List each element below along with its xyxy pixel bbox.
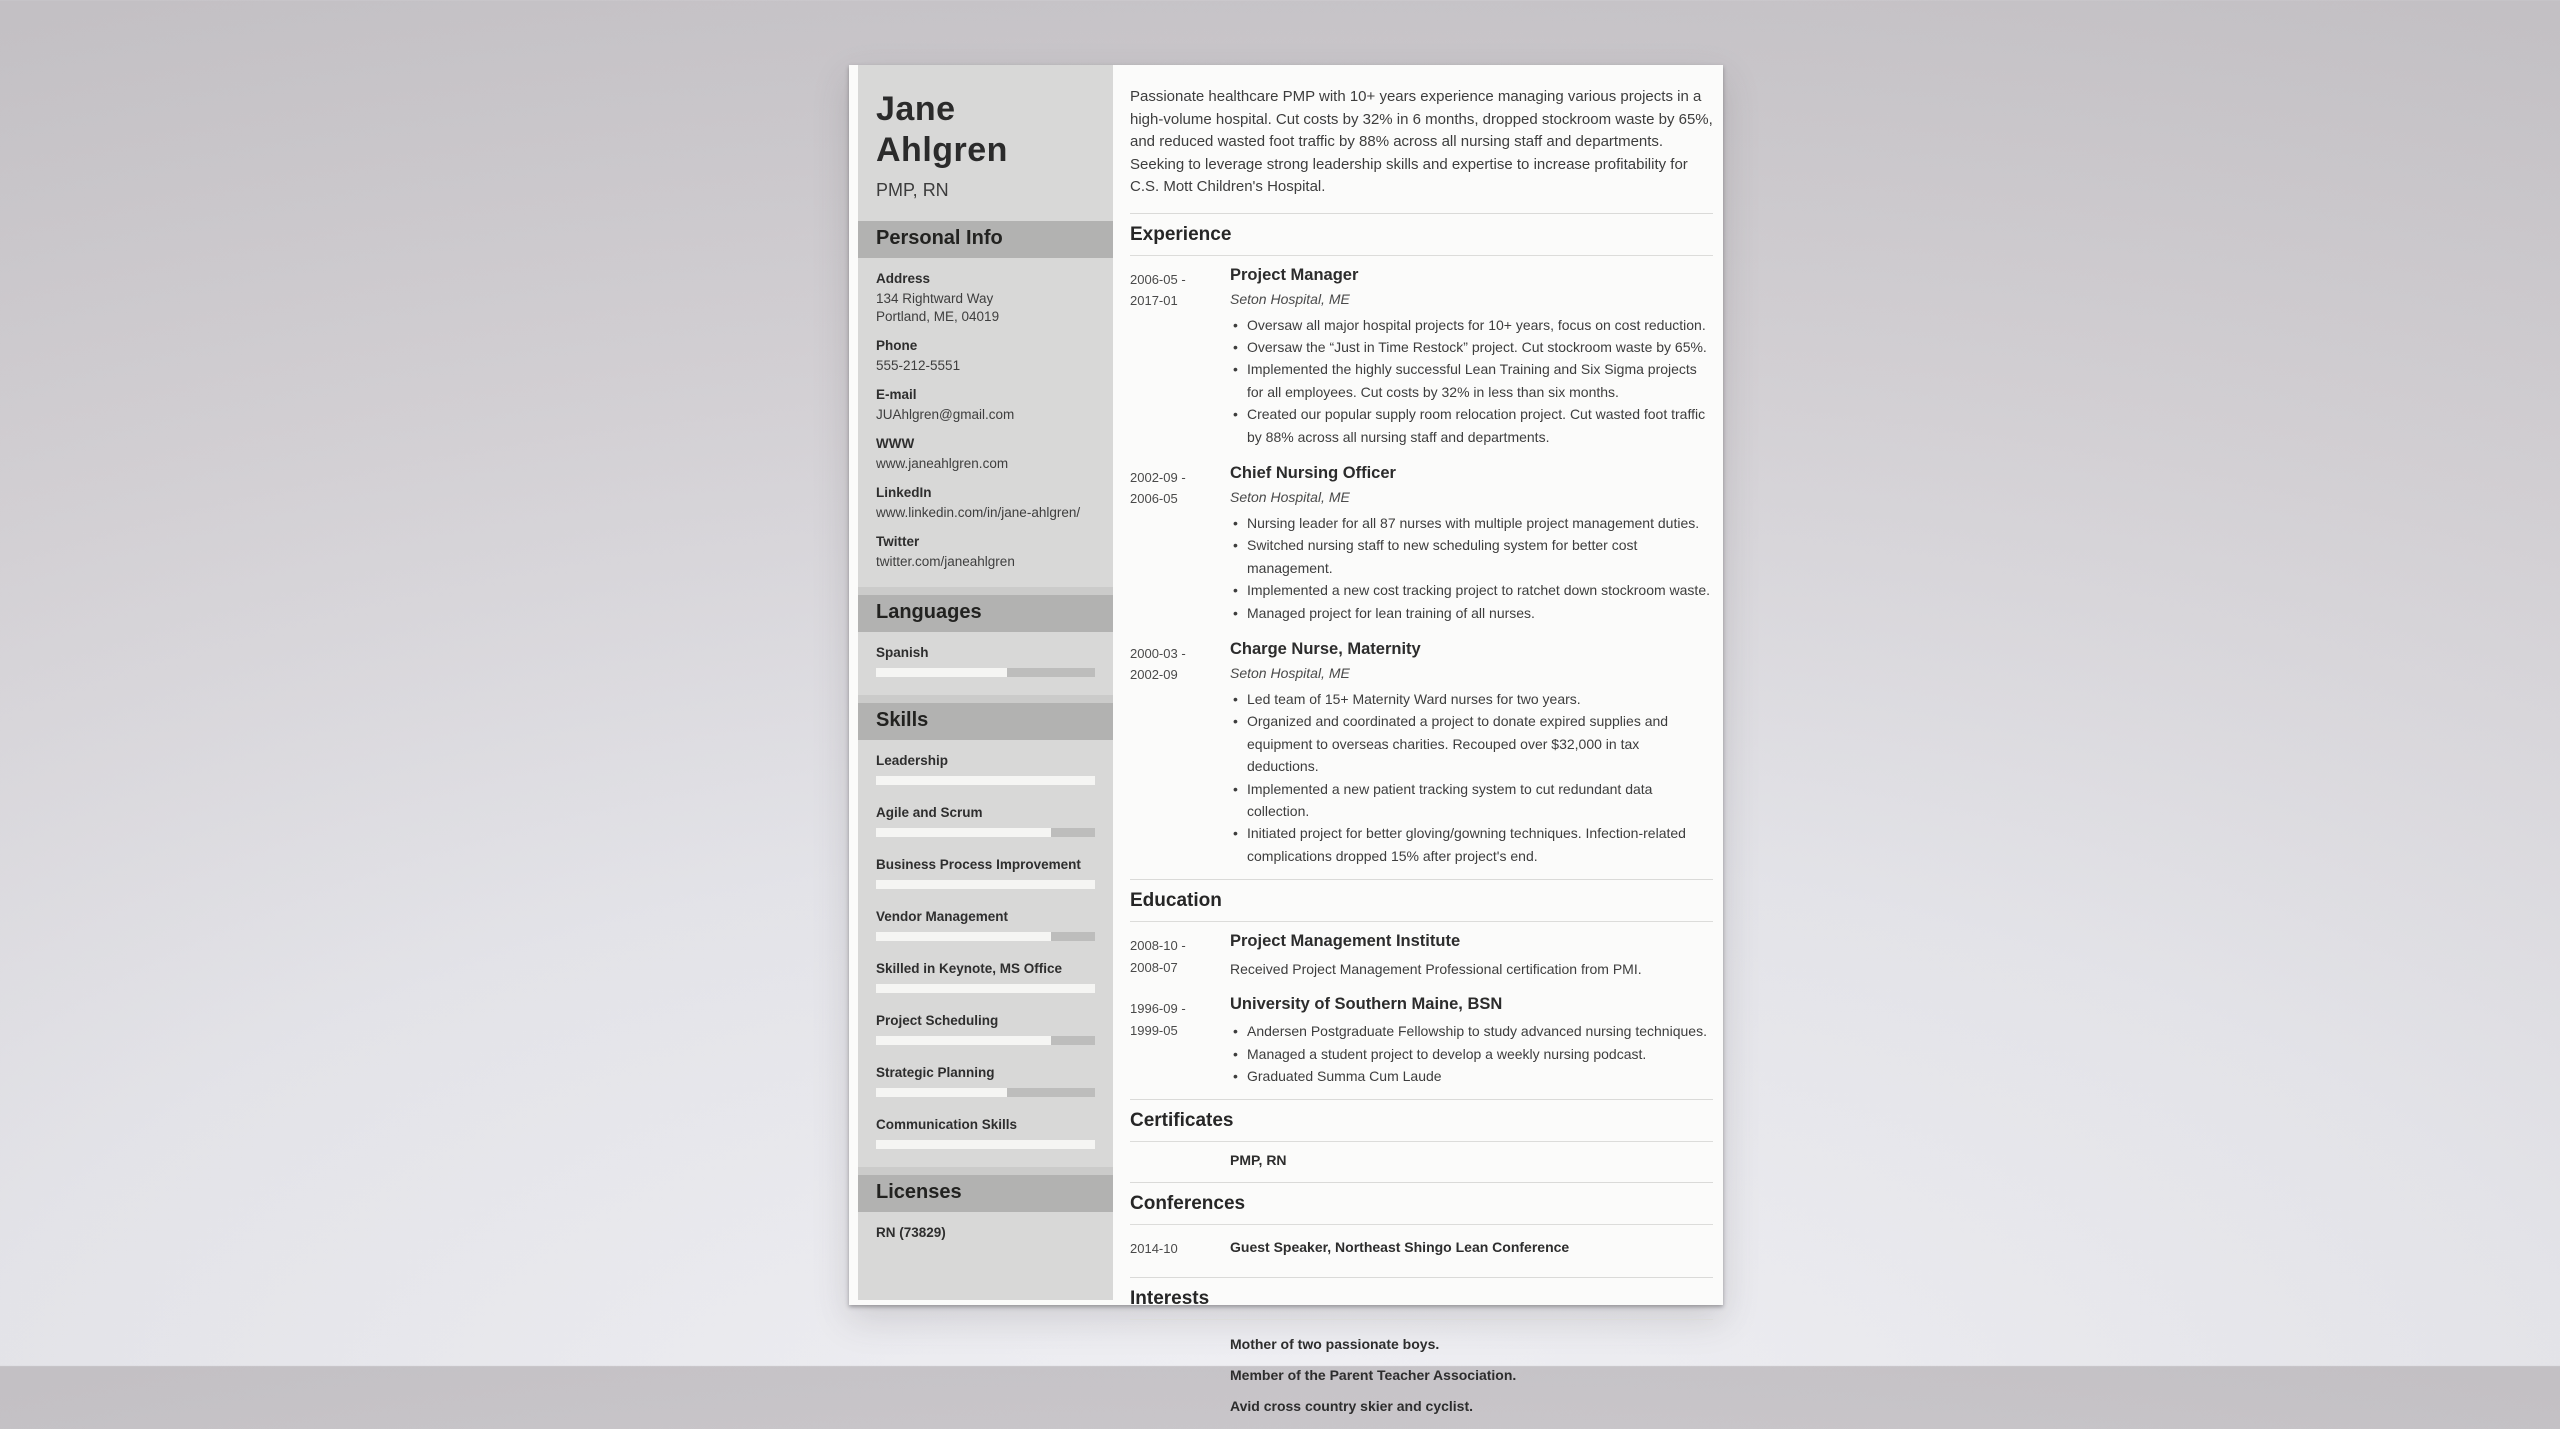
contact-value: www.linkedin.com/in/jane-ahlgren/ [876, 505, 1081, 520]
education-description: Received Project Management Professional certification from PMI. [1230, 961, 1642, 978]
skill-item [876, 1065, 1095, 1097]
language-level-bar [876, 668, 1095, 677]
person-first-name: Jane [876, 90, 956, 128]
experience-entry [1130, 640, 1713, 867]
job-bullets [1230, 688, 1713, 867]
skill-level-bar [876, 1140, 1095, 1149]
skill-item [876, 753, 1095, 785]
skill-label: Agile and Scrum [876, 805, 983, 820]
section-education [1130, 879, 1713, 1087]
job-company: Seton Hospital, ME [1230, 664, 1350, 681]
date-to: 2002-09 [1130, 667, 1178, 683]
skill-level-fill [876, 828, 1051, 837]
bullet-item: • Oversaw all major hospital projects for 10+ years, focus on cost reduction. [1230, 314, 1713, 336]
bullet-item: • Organized and coordinated a project to donate expired supplies and equipment to overseas charities. Recouped over $32,000 in tax deductions. [1230, 710, 1713, 777]
experience-entry [1130, 464, 1713, 624]
job-bullets [1230, 512, 1713, 624]
skill-level-bar [876, 776, 1095, 785]
entry-body [1230, 932, 1713, 979]
sidebar-heading-languages: Languages [858, 595, 1113, 632]
contact-value: 555-212-5551 [876, 358, 961, 373]
bullet-item: • Led team of 15+ Maternity Ward nurses for two years. [1230, 688, 1713, 710]
entry-body [1230, 995, 1713, 1087]
job-title: Charge Nurse, Maternity [1230, 639, 1421, 658]
bullet-item: • Implemented the highly successful Lean Training and Six Sigma projects for all employees. Cut costs by 32% in less than six months. [1230, 358, 1713, 403]
skill-label: Vendor Management [876, 909, 1009, 924]
skill-label: Strategic Planning [876, 1065, 995, 1080]
date-to: 2006-05 [1130, 491, 1178, 507]
contact-value: twitter.com/janeahlgren [876, 554, 1015, 569]
interest-item: Avid cross country skier and cyclist. [1230, 1398, 1474, 1415]
date-to: 1999-05 [1130, 1022, 1178, 1038]
contact-label: WWW [876, 436, 915, 451]
entry-dates [1130, 932, 1230, 979]
skill-level-bar [876, 932, 1095, 941]
date-from: 2002-09 - [1130, 469, 1186, 485]
certificate-item: PMP, RN [1230, 1152, 1287, 1169]
skill-level-fill [876, 1140, 1095, 1149]
section-heading: Experience [1130, 224, 1713, 256]
school-title: University of Southern Maine, BSN [1230, 995, 1503, 1014]
skill-item [876, 909, 1095, 941]
person-last-name: Ahlgren [876, 131, 1008, 169]
job-title: Project Manager [1230, 265, 1359, 284]
bullet-item: • Initiated project for better gloving/gowning techniques. Infection-related complications dropped 15% after project's end. [1230, 822, 1713, 867]
conference-date: 2014-10 [1130, 1241, 1178, 1257]
entry-dates [1130, 995, 1230, 1087]
contact-value: www.janeahlgren.com [876, 456, 1009, 471]
skill-level-fill [876, 1088, 1007, 1097]
skill-level-bar [876, 880, 1095, 889]
interest-item: Member of the Parent Teacher Association. [1230, 1367, 1517, 1384]
sidebar [858, 65, 1113, 1300]
name-block [858, 65, 1113, 221]
licenses-panel [858, 1212, 1113, 1300]
interest-item: Mother of two passionate boys. [1230, 1336, 1440, 1353]
contact-label: LinkedIn [876, 485, 932, 500]
bullet-item: • Switched nursing staff to new scheduling system for better cost management. [1230, 534, 1713, 579]
language-label: Spanish [876, 645, 929, 660]
skill-level-fill [876, 984, 1095, 993]
sidebar-heading-personal-info: Personal Info [858, 221, 1113, 258]
bullet-item: • Managed project for lean training of all nurses. [1230, 602, 1713, 624]
entry-body [1230, 464, 1713, 624]
date-to: 2008-07 [1130, 959, 1178, 975]
bullet-item: • Nursing leader for all 87 nurses with multiple project management duties. [1230, 512, 1713, 534]
education-bullets [1230, 1020, 1713, 1087]
conference-entry [1130, 1235, 1713, 1265]
education-entry [1130, 995, 1713, 1087]
bullet-item: • Oversaw the “Just in Time Restock” project. Cut stockroom waste by 65%. [1230, 336, 1713, 358]
section-certificates [1130, 1099, 1713, 1168]
entry-body [1230, 266, 1713, 448]
interests-list [1230, 1330, 1713, 1414]
bullet-item: • Graduated Summa Cum Laude [1230, 1065, 1713, 1087]
entry-dates [1130, 464, 1230, 624]
section-heading: Conferences [1130, 1193, 1713, 1225]
skill-label: Skilled in Keynote, MS Office [876, 961, 1063, 976]
sidebar-heading-licenses: Licenses [858, 1175, 1113, 1212]
date-from: 2006-05 - [1130, 271, 1186, 287]
skills-panel [858, 740, 1113, 1167]
contact-email [876, 387, 1095, 424]
school-title: Project Management Institute [1230, 932, 1461, 951]
person-title: PMP, RN [876, 180, 949, 200]
skill-label: Communication Skills [876, 1117, 1018, 1132]
languages-panel [858, 632, 1113, 695]
entry-body [1230, 1235, 1713, 1265]
language-level-fill [876, 668, 1007, 677]
job-company: Seton Hospital, ME [1230, 488, 1350, 505]
entry-body [1230, 640, 1713, 867]
skill-item [876, 805, 1095, 837]
job-company: Seton Hospital, ME [1230, 290, 1350, 307]
job-bullets [1230, 314, 1713, 448]
entry-dates [1130, 266, 1230, 448]
date-from: 2000-03 - [1130, 645, 1186, 661]
entry-dates [1130, 1235, 1230, 1265]
section-experience [1130, 213, 1713, 868]
contact-value: JUAhlgren@gmail.com [876, 407, 1015, 422]
skill-level-bar [876, 1088, 1095, 1097]
personal-info-panel [858, 258, 1113, 587]
contact-website [876, 436, 1095, 473]
bullet-item: • Created our popular supply room relocation project. Cut wasted foot traffic by 88% across all nursing staff and departments. [1230, 403, 1713, 448]
skill-label: Project Scheduling [876, 1013, 999, 1028]
contact-address [876, 271, 1095, 326]
skill-item [876, 1013, 1095, 1045]
skill-level-fill [876, 1036, 1051, 1045]
bullet-item: • Andersen Postgraduate Fellowship to study advanced nursing techniques. [1230, 1020, 1713, 1042]
skill-level-bar [876, 828, 1095, 837]
license-item: RN (73829) [876, 1225, 946, 1240]
contact-linkedin [876, 485, 1095, 522]
contact-label: E-mail [876, 387, 917, 402]
date-to: 2017-01 [1130, 293, 1178, 308]
skill-level-fill [876, 932, 1051, 941]
skill-item [876, 961, 1095, 993]
summary-paragraph: Passionate healthcare PMP with 10+ years experience managing various projects in a high-volume hospital. Cut costs by 32% in 6 months, dropped stockroom waste by 65%, and reduced wasted foot traffic by 88% across all nursing staff and departments. Seeking to leverage strong leadership skills and expertise to increase profitability for C.S. Mott Children's Hospital. [1130, 88, 1713, 195]
language-item [876, 645, 1095, 677]
resume-main-column [1130, 65, 1713, 1429]
skill-level-bar [876, 1036, 1095, 1045]
skill-label: Leadership [876, 753, 949, 768]
skill-level-fill [876, 880, 1095, 889]
conference-title: Guest Speaker, Northeast Shingo Lean Conference [1230, 1239, 1570, 1256]
contact-label: Address [876, 271, 931, 286]
date-from: 1996-09 - [1130, 1001, 1186, 1017]
sidebar-heading-skills: Skills [858, 703, 1113, 740]
skill-item [876, 857, 1095, 889]
person-name [876, 89, 1095, 171]
entry-dates [1130, 640, 1230, 867]
section-interests [1130, 1277, 1713, 1414]
skill-label: Business Process Improvement [876, 857, 1081, 872]
skill-item [876, 1117, 1095, 1149]
contact-value: 134 Rightward Way [876, 291, 994, 306]
section-heading: Education [1130, 890, 1713, 922]
bullet-item: • Implemented a new cost tracking project to ratchet down stockroom waste. [1230, 579, 1713, 601]
skill-level-bar [876, 984, 1095, 993]
resume-page [849, 65, 1723, 1415]
contact-label: Phone [876, 338, 918, 353]
experience-entry [1130, 266, 1713, 448]
contact-value: Portland, ME, 04019 [876, 309, 1000, 324]
skill-level-fill [876, 776, 1095, 785]
bullet-item: • Implemented a new patient tracking system to cut redundant data collection. [1230, 778, 1713, 823]
contact-label: Twitter [876, 534, 920, 549]
contact-twitter [876, 534, 1095, 571]
section-heading: Certificates [1130, 1110, 1713, 1142]
date-from: 2008-10 - [1130, 938, 1186, 954]
section-heading: Interests [1130, 1288, 1713, 1320]
bullet-item: • Managed a student project to develop a weekly nursing podcast. [1230, 1043, 1713, 1065]
section-conferences [1130, 1182, 1713, 1265]
contact-phone [876, 338, 1095, 375]
job-title: Chief Nursing Officer [1230, 463, 1396, 482]
education-entry [1130, 932, 1713, 979]
